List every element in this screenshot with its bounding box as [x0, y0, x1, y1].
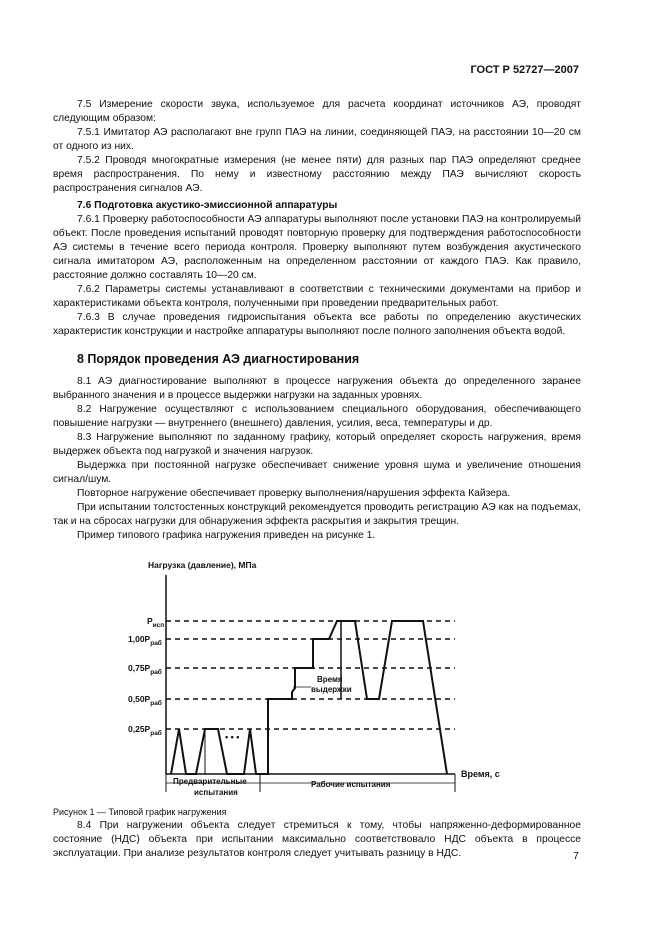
paragraph: 8.2 Нагружение осуществляют с использованием специального оборудования, обеспечивающего повышение нагрузки — внутреннего (внешнего) давления, усилия, веса, температуры и др. [53, 404, 581, 429]
hold-label-1: Время [317, 675, 343, 684]
level-label-0-50: $0,50P_{раб}$ [128, 694, 162, 707]
paragraph: 7.6.3 В случае проведения гидроиспытания объекта все работы по определению акустических характеристик конструкции и настройке аппаратуры выполняют после полного заполнения объекта водой. [53, 312, 581, 337]
paragraph: 8.4 При нагружении объекта следует стремиться к тому, чтобы напряженно-деформированное состояние (НДС) объекта при испытании максимально соответствовало НДС объекта в процессе эксплуатации. При анализе результатов контроля следует учитывать разницу в НДС. [53, 820, 581, 859]
document-code: ГОСТ Р 52727—2007 [470, 64, 579, 76]
phase-label-prelim-1: Предварительные [173, 777, 247, 786]
figure-caption: Рисунок 1 — Типовой график нагружения [53, 807, 227, 817]
phase-label-working: Рабочие испытания [311, 780, 391, 789]
loading-chart [53, 547, 581, 805]
level-label-pisp: $P_{исп}$ [147, 616, 165, 629]
repeat-dots: • • • [225, 732, 240, 742]
paragraph: 8.3 Нагружение выполняют по заданному графику, который определяет скорость нагружения, время выдержек объекта под нагрузкой и значения нагрузок. [53, 432, 581, 457]
page-number: 7 [573, 850, 579, 862]
hold-label-2: выдержки [311, 685, 352, 694]
y-axis-label: Нагрузка (давление), МПа [148, 560, 257, 570]
paragraph: 7.5.2 Проводя многократные измерения (не менее пяти) для разных пар ПАЭ определяют среднее время распространения. По нему и известному расстоянию между ПАЭ вычисляют скорость распространения сигналов АЭ. [53, 155, 581, 194]
paragraph: 7.6.2 Параметры системы устанавливают в соответствии с техническими документами на прибор и характеристиками объекта контроля, полученными при проведении предварительных работ. [53, 284, 581, 309]
loading-chart-figure [53, 547, 581, 805]
level-label-0-25: $0,25P_{раб}$ [128, 724, 162, 737]
loading-curve [171, 621, 447, 774]
paragraph: 7.5 Измерение скорости звука, используемое для расчета координат источников АЭ, проводят следующим образом: [53, 99, 581, 124]
paragraph: 7.5.1 Имитатор АЭ располагают вне групп ПАЭ на линии, соединяющей ПАЭ, на расстоянии 10—20 см от одного из них. [53, 127, 581, 152]
paragraph: Пример типового графика нагружения приведен на рисунке 1. [77, 530, 376, 541]
phase-label-prelim-2: испытания [194, 788, 238, 797]
page-content [53, 98, 581, 861]
section-title: 8 Порядок проведения АЭ диагностирования [77, 352, 360, 366]
level-label-0-75: $0,75P_{раб}$ [128, 663, 162, 676]
paragraph: 7.6.1 Проверку работоспособности АЭ аппаратуры выполняют после установки ПАЭ на контролируемый объект. После проведения испытаний проводят повторную проверку для подтверждения работоспособности АЭ системы в течение всего периода контроля. Проверку выполняют путем возбуждения акустического сигнала имитатором АЭ, расположенным на определенном расстоянии от каждого ПАЭ. Как правило, расстояние должно составлять 10—20 см. [53, 214, 581, 281]
paragraph: При испытании толстостенных конструкций рекомендуется проводить регистрацию АЭ как на подъемах, так и на сбросах нагрузки для обнаружения эффекта раскрытия и закрытия трещин. [53, 502, 581, 527]
paragraph: Повторное нагружение обеспечивает проверку выполнения/нарушения эффекта Кайзера. [77, 488, 511, 499]
paragraph: 8.1 АЭ диагностирование выполняют в процессе нагружения объекта до определенного заранее выбранного значения и в процессе выдержки нагрузки на заданных уровнях. [53, 376, 581, 401]
level-label-1-00: $1,00P_{раб}$ [128, 634, 162, 647]
subsection-heading: 7.6 Подготовка акустико-эмиссионной аппаратуры [77, 200, 338, 211]
x-axis-label: Время, с [461, 769, 500, 779]
paragraph: Выдержка при постоянной нагрузке обеспечивает снижение уровня шума и увеличение отношения сигнал/шум. [53, 460, 581, 485]
